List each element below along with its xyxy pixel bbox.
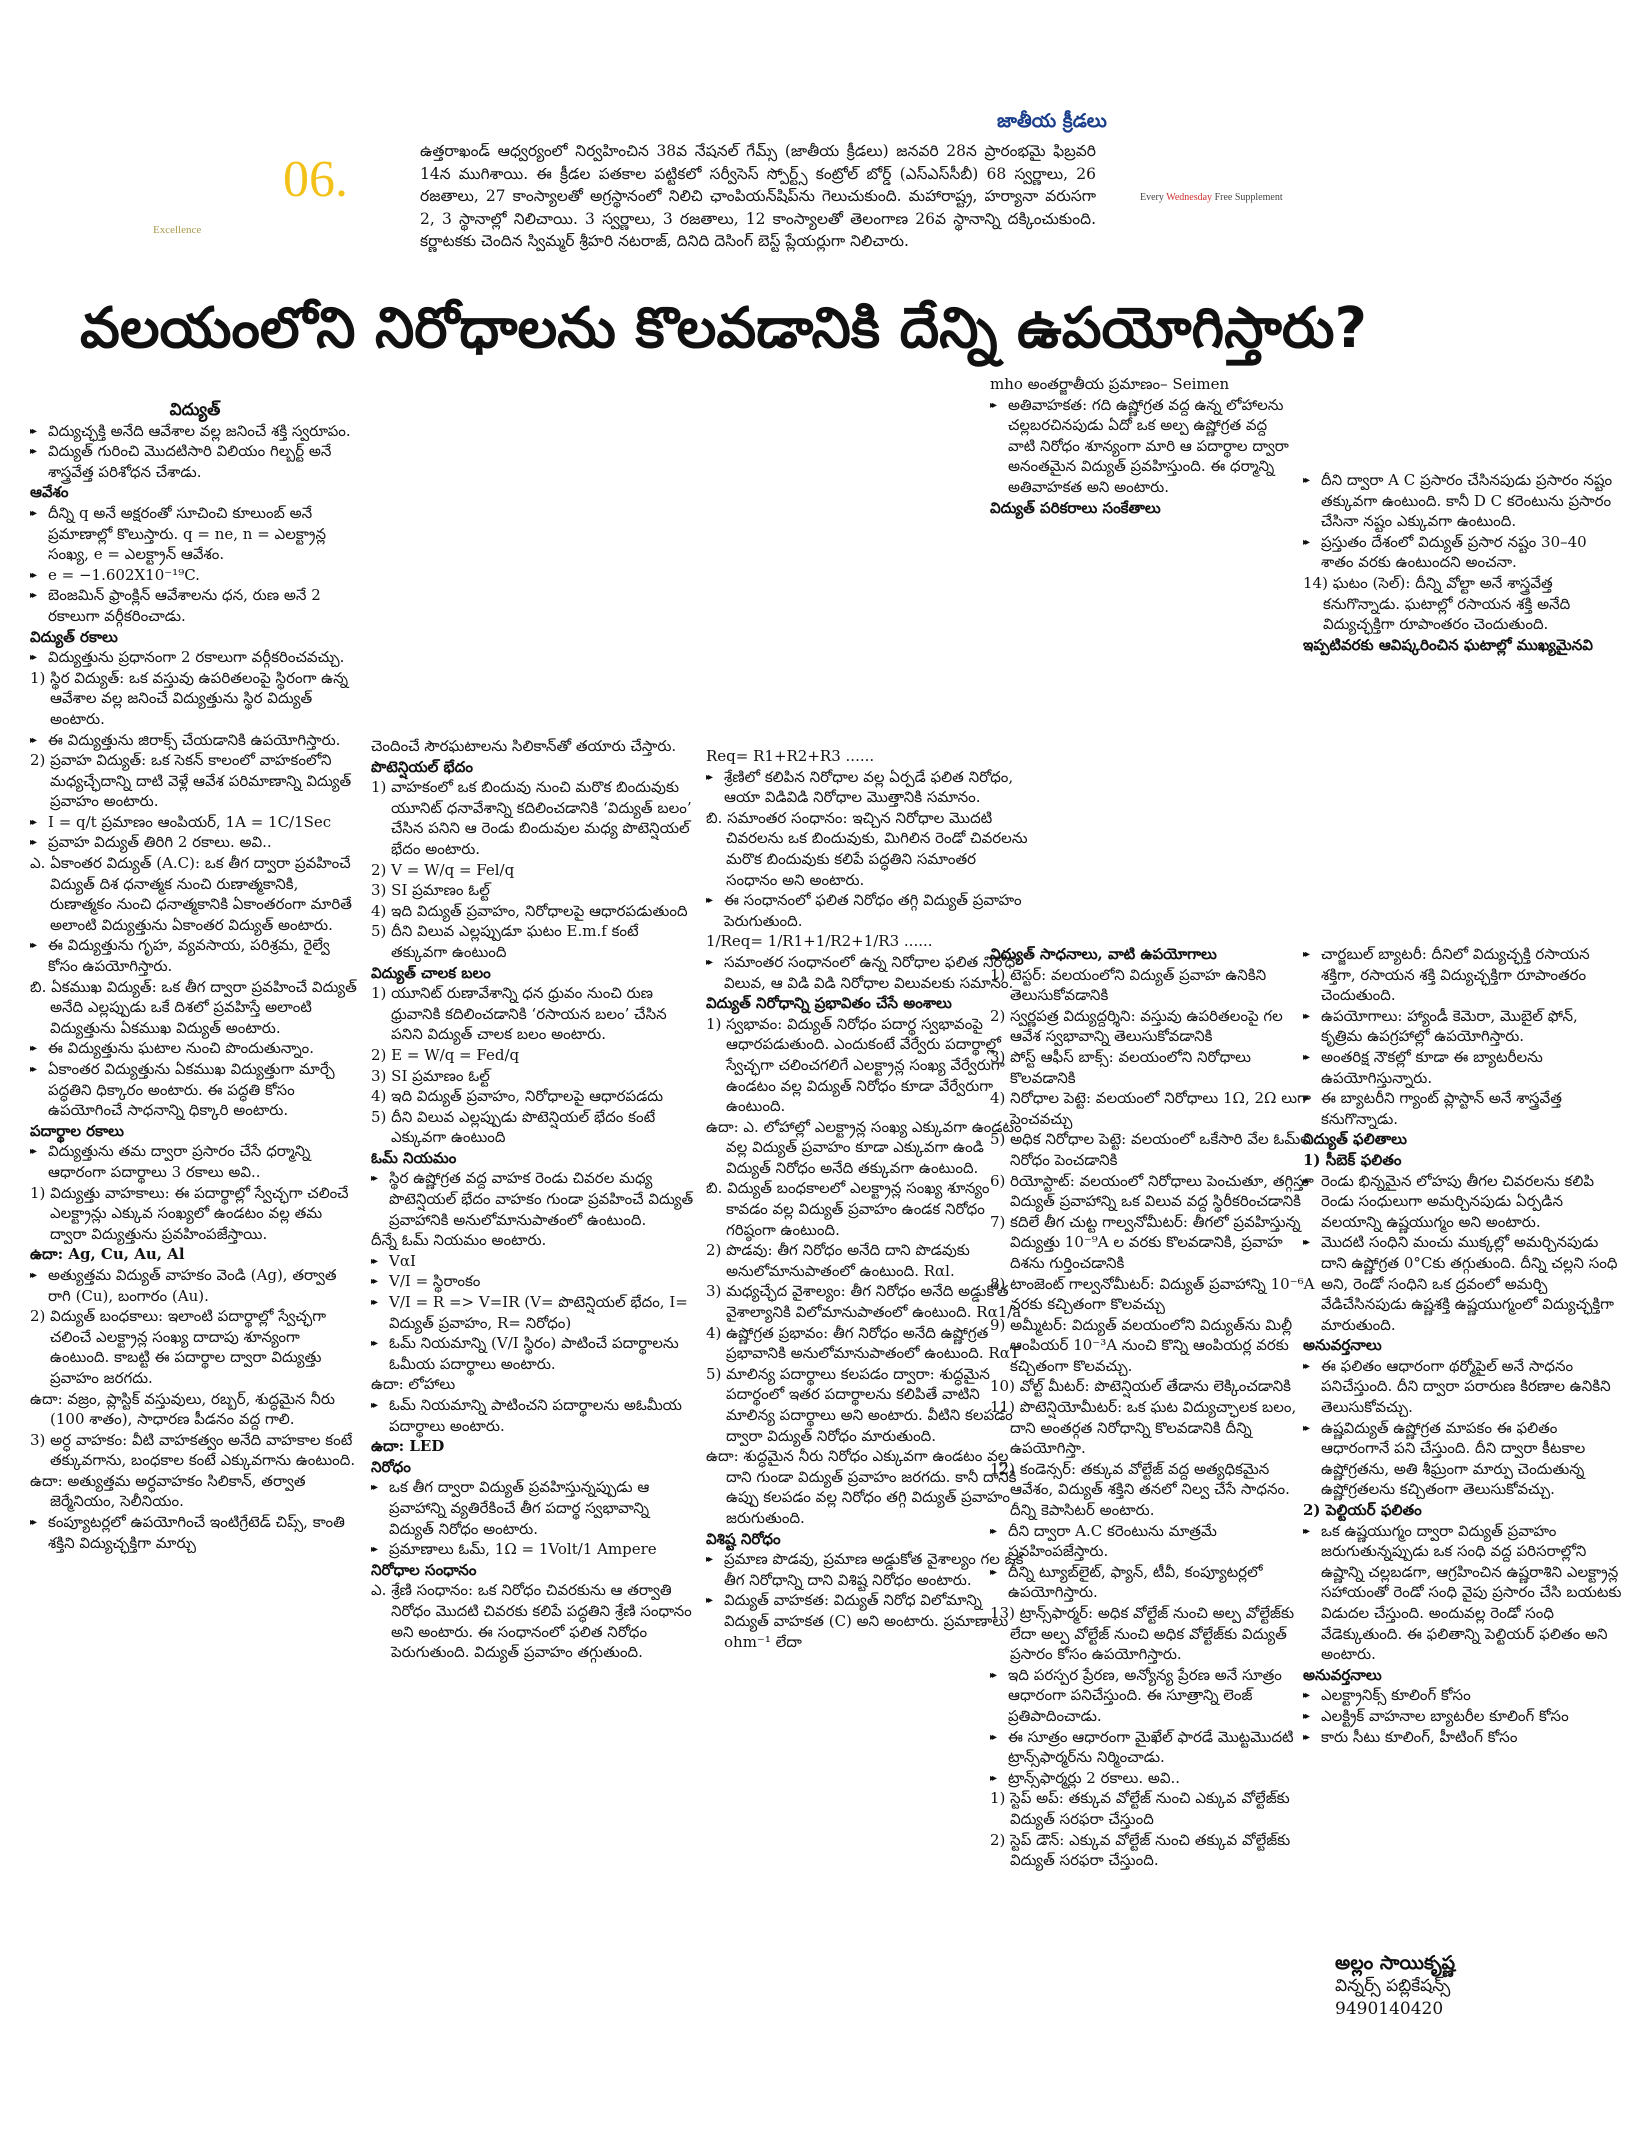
column-2 [371, 736, 696, 1663]
paragraph: ▸▸ I = q/t ప్రమాణం ఆంపియర్‌, 1A = 1C/1Sec [30, 812, 360, 833]
paragraph: 5) అధిక నిరోధాల పెట్టె: వలయంలో ఒకేసారి వేల ఓమ్‌ల నిరోధం పెంచడానికి [990, 1130, 1311, 1169]
column-3 [706, 746, 1031, 1652]
paragraph: ▸▸ ఈ విద్యుత్తును జిరాక్స్‌ చేయడానికి ఉపయోగిస్తారు. [30, 730, 360, 751]
paragraph: ▸▸ స్థిర ఉష్ణోగ్రత వద్ద వాహక రెండు చివరల మధ్య పొటెన్షియల్‌ భేదం వాహకం గుండా ప్రవహించే విద్యుత్‌ ప్రవాహానికి అనులోమానుపాతంలో ఉంటుంది. [371, 1168, 696, 1230]
section-heading: అనువర్తనాలు [1303, 1336, 1382, 1355]
paragraph: ▸▸ V/I = R => V=IR (V= పొటెన్షియల్‌ భేదం, I= విద్యుత్‌ ప్రవాహం, R= నిరోధం) [371, 1292, 696, 1333]
paragraph: 1) టెస్టర్‌: వలయంలోని విద్యుత్‌ ప్రవాహ ఉనికిని తెలుసుకోవడానికి [990, 965, 1267, 1005]
paragraph: ▸▸ ఉష్ణవిద్యుత్‌ ఉష్ణోగ్రత మాపకం ఈ ఫలితం ఆధారంగానే పని చేస్తుంది. దీని ద్వారా కీటకాల ఉష్ణోగ్రతను, అతి శీఘ్రంగా మార్పు చెందుతున్న ఉష్ణోగ్రతలను కచ్చితంగా తెలుసుకోవచ్చు. [1303, 1418, 1623, 1500]
news-heading: జాతీయ క్రీడలు [997, 110, 1107, 132]
column-5 [1303, 944, 1623, 1747]
paragraph: 5) మాలిన్య పదార్థాలు కలపడం ద్వారా: శుద్ధమైన పదార్థంలో ఇతర పదార్థాలను కలిపితే వాటిని మాలిన్య పదార్థాలు అని అంటారు. వీటిని కలపడం ద్వారా విద్యుత్‌ నిరోధం మారుతుంది. [706, 1364, 1013, 1445]
paragraph: 14) ఘటం (సెల్‌): దీన్ని వోల్టా అనే శాస్త్రవేత్త కనుగొన్నాడు. ఘటాల్లో రసాయన శక్తి అనేది విద్యుచ్ఛక్తిగా రూపాంతరం చెందుతుంది. [1303, 573, 1571, 634]
page-number: 06. [283, 151, 348, 208]
section-heading: పదార్థాల రకాలు [30, 1121, 124, 1140]
section-heading: నిరోధాల సంధానం [371, 1560, 477, 1579]
paragraph: ▸▸ విద్యుత్‌ వాహకత: విద్యుత్‌ నిరోధ విలోమాన్ని విద్యుత్‌ వాహకత (C) అని అంటారు. ప్రమాణాలు ohm⁻¹ లేదా [706, 1590, 1031, 1652]
paragraph: 4) ఇది విద్యుత్‌ ప్రవాహం, నిరోధాలపై ఆధారపడదు [371, 1087, 664, 1106]
paragraph: 12) కండెన్సర్‌: తక్కువ వోల్టేజ్‌ వద్ద అత్యధికమైన ఆవేశం, విద్యుత్‌ శక్తిని తనలో నిల్వ చేసే సాధనం. దీన్ని కెపాసిటర్‌ అంటారు. [990, 1459, 1290, 1520]
paragraph: 1) యూనిట్‌ రుణావేశాన్ని ధన ధ్రువం నుంచి రుణ ధ్రువానికి కదిలించడానికి ‘రసాయన బలం’ చేసిన పనిని విద్యుత్‌ చాలక బలం అంటారు. [371, 984, 667, 1044]
paragraph: ఉదా: వజ్రం, ప్లాస్టిక్‌ వస్తువులు, రబ్బర్‌, శుద్ధమైన నీరు (100 శాతం), సాధారణ పీడనం వద్ద గాలి. [30, 1389, 335, 1429]
paragraph: ▸▸ ఏకాంతర విద్యుత్తును ఏకముఖ విద్యుత్తుగా మార్చే పద్ధతిని ధిక్కారం అంటారు. ఈ పద్ధతి కోసం ఉపయోగించే సాధనాన్ని ధిక్కారి అంటారు. [30, 1059, 360, 1121]
author-name: అల్లం సాయికృష్ణ [1335, 1952, 1456, 1974]
paragraph: ▸▸ అతివాహకత: గది ఉష్ణోగ్రత వద్ద ఉన్న లోహాలను చల్లబరచినపుడు ఏదో ఒక అల్ప ఉష్ణోగ్రత వద్ద వాటి నిరోధం శూన్యంగా మారి ఆ పదార్థాల ద్వారా అనంతమైన విద్యుత్‌ ప్రవహిస్తుంది. ఈ ధర్మాన్ని అతివాహకత అని అంటారు. [990, 395, 1290, 498]
paragraph: ▸▸ ఎలక్ట్రానిక్స్‌ కూలింగ్‌ కోసం [1303, 1685, 1623, 1706]
paragraph: 6) రియోస్టాట్‌: వలయంలో నిరోధాలు పెంచుతూ, తగ్గిస్తూ విద్యుత్‌ ప్రవాహాన్ని ఒక విలువ వద్ద స్థిరీకరించడానికి [990, 1171, 1314, 1211]
paragraph: ▸▸ చార్జబుల్‌ బ్యాటరీ: దీనిలో విద్యుచ్ఛక్తి రసాయన శక్తిగా, రసాయన శక్తి విద్యుచ్ఛక్తిగా రూపాంతరం చెందుతుంది. [1303, 944, 1623, 1006]
paragraph: 9) అమ్మీటర్‌: విద్యుత్‌ వలయంలోని విద్యుత్‌ను మిల్లీ ఆంపియర్‌ 10⁻³A నుంచి కొన్ని ఆంపియర్ల వరకు కచ్చితంగా కొలవచ్చు. [990, 1315, 1293, 1375]
paragraph: దీన్నే ఓమ్‌ నియమం అంటారు. [371, 1231, 547, 1250]
paragraph: ▸▸ ఓమ్‌ నియమాన్ని (V/I స్థిరం) పాటించే పదార్థాలను ఓమీయ పదార్థాలు అంటారు. [371, 1333, 696, 1374]
column-4-top [990, 374, 1290, 518]
section-heading: ఉదా: LED [371, 1437, 445, 1456]
paragraph: ▸▸ దీని ద్వారా A.C కరెంటును మాత్రమే ప్రవహింపజేస్తారు. [990, 1521, 1315, 1562]
paragraph: ▸▸ ఒక ఉష్ణయుగ్మం ద్వారా విద్యుత్‌ ప్రవాహం జరుగుతున్నప్పుడు ఒక సంధి వద్ద పరిసరాల్లోని ఉష్ణాన్ని చల్లబడగా, ఆగ్రహించిన ఉష్ణరాశిని ఎలక్ట్రాన్ల సహాయంతో రెండో సంధి వైపు ప్రసారం చేసి బయటకు విడుదల చేస్తుంది. అందువల్ల రెండో సంధి వేడెక్కుతుంది. ఈ ఫలితాన్ని పెల్టియర్‌ ఫలితం అని అంటారు. [1303, 1521, 1623, 1665]
paragraph: 1) స్వభావం: విద్యుత్‌ నిరోధం పదార్థ స్వభావంపై ఆధారపడుతుంది. ఎందుకంటే వేర్వేరు పదార్థాల్లో స్వేచ్ఛగా చలించగలిగే ఎలక్ట్రాన్ల సంఖ్య వేర్వేరుగా ఉండటం వల్ల విద్యుత్‌ నిరోధం కూడా వేర్వేరుగా ఉంటుంది. [706, 1014, 1005, 1116]
paragraph: ▸▸ ప్రమాణాలు ఓమ్‌, 1Ω = 1Volt/1 Ampere [371, 1539, 696, 1560]
section-heading: విద్యుత్‌ సాధనాలు, వాటి ఉపయోగాలు [990, 945, 1217, 963]
paragraph: ▸▸ దీన్ని q అనే అక్షరంతో సూచించి కూలుంబ్‌ అనే ప్రమాణాల్లో కొలుస్తారు. q = ne, n = ఎలక్ట్రాన్ల సంఖ్య, e = ఎలక్ట్రాన్‌ ఆవేశం. [30, 503, 360, 565]
section-heading: అనువర్తనాలు [1303, 1665, 1382, 1684]
brand-label: Excellence [153, 224, 202, 236]
section-heading: నిరోధం [371, 1457, 411, 1476]
paragraph: 1) స్టెప్‌ అప్‌: తక్కువ వోల్టేజ్‌ నుంచి ఎక్కువ వోల్టేజ్‌కు విద్యుత్‌ సరఫరా చేస్తుంది [990, 1789, 1290, 1828]
paragraph: ఉదా: ఎ. లోహాల్లో ఎలక్ట్రాన్ల సంఖ్య ఎక్కువగా ఉండటం వల్ల విద్యుత్‌ ప్రవాహం కూడా ఎక్కువగా ఉండి విద్యుత్‌ నిరోధం అనేది తక్కువగా ఉంటుంది. [706, 1117, 1022, 1177]
paragraph: 3) అర్ధ వాహకం: వీటి వాహకత్వం అనేది వాహకాల కంటే తక్కువగాను, బంధకాల కంటే ఎక్కువగాను ఉంటుంది. [30, 1430, 356, 1470]
paragraph: 1) స్థిర విద్యుత్‌: ఒక వస్తువు ఉపరితలంపై స్థిరంగా ఉన్న ఆవేశాల వల్ల జనించే విద్యుత్తును స్థిర విద్యుత్‌ అంటారు. [30, 668, 349, 728]
paragraph: ▸▸ V/I = స్థిరాంకం [371, 1271, 696, 1292]
paragraph: ▸▸ మొదటి సంధిని మంచు ముక్కల్లో అమర్చినపుడు దాని ఉష్ణోగ్రత 0°Cకు తగ్గుతుంది. దీన్ని చల్లని సంధి అని, రెండో సంధిని ఒక ద్రవంలో అమర్చి వేడిచేసినపుడు ఉష్ణశక్తి ఉష్ణయుగ్మంలో విద్యుచ్ఛక్తిగా మారుతుంది. [1303, 1232, 1623, 1335]
paragraph: ▸▸ దీన్ని ట్యూబ్‌లైట్‌, ఫ్యాన్‌, టీవీ, కంప్యూటర్లలో ఉపయోగిస్తారు. [990, 1562, 1315, 1603]
section-heading: 2) పెల్టియర్‌ ఫలితం [1303, 1501, 1422, 1520]
paragraph: ▸▸ విద్యుత్తును ప్రధానంగా 2 రకాలుగా వర్గీకరించవచ్చు. [30, 647, 360, 668]
paragraph: ▸▸ ప్రస్తుతం దేశంలో విద్యుత్‌ ప్రసార నష్టం 30–40 శాతం వరకు ఉంటుందని అంచనా. [1303, 532, 1623, 573]
paragraph: ▸▸ దీని ద్వారా A C ప్రసారం చేసినపుడు ప్రసారం నష్టం తక్కువగా ఉంటుంది. కానీ D C కరెంటును ప్రసారం చేసినా నష్టం ఎక్కువగా ఉంటుంది. [1303, 470, 1623, 532]
paragraph: ఉదా: అత్యుత్తమ అర్ధవాహకం సిలికాన్‌, తర్వాత జెర్మేనియం, సెలీనియం. [30, 1471, 306, 1511]
supplement-day: Wednesday [1166, 192, 1213, 203]
section-heading: ఆవేశం [30, 483, 69, 502]
paragraph: mho అంతర్జాతీయ ప్రమాణం– Seimen [990, 375, 1230, 393]
paragraph: ▸▸ అంతరిక్ష నౌకల్లో కూడా ఈ బ్యాటరీలను ఉపయోగిస్తున్నారు. [1303, 1047, 1623, 1088]
paragraph: ఎ. ఏకాంతర విద్యుత్‌ (A.C): ఒక తీగ ద్వారా ప్రవహించే విద్యుత్‌ దిశ ధనాత్మక నుంచి రుణాత్మకానికి, రుణాత్మకం నుంచి ధనాత్మకానికి ఏకాంతరంగా మారితే అలాంటి విద్యుత్తును ఏకాంతర విద్యుత్‌ అంటారు. [30, 854, 352, 934]
paragraph: 4) ఉష్ణోగ్రత ప్రభావం: తీగ నిరోధం అనేది ఉష్ణోగ్రత ప్రభావానికి అనులోమానుపాతంలో ఉంటుంది. RαT [706, 1323, 1020, 1363]
paragraph: ▸▸ e = −1.602X10⁻¹⁹C. [30, 565, 360, 586]
paragraph: 2) స్టెప్‌ డౌన్‌: ఎక్కువ వోల్టేజ్‌ నుంచి తక్కువ వోల్టేజ్‌కు విద్యుత్‌ సరఫరా చేస్తుంది. [990, 1830, 1291, 1870]
paragraph: ▸▸ ఈ సూత్రం ఆధారంగా మైఖేల్‌ ఫారడే మొట్టమొదటి ట్రాన్స్‌ఫార్మర్‌ను నిర్మించాడు. [990, 1727, 1315, 1768]
supplement-note [1140, 192, 1283, 203]
supplement-post: Free Supplement [1212, 192, 1283, 203]
column-4 [990, 944, 1315, 1871]
paragraph: ▸▸ బెంజమిన్‌ ఫ్రాంక్లిన్‌ ఆవేశాలను ధన, రుణ అనే 2 రకాలుగా వర్గీకరించాడు. [30, 585, 360, 626]
section-heading: విశిష్ట నిరోధం [706, 1529, 781, 1548]
paragraph: Req= R1+R2+R3 ...... [706, 747, 875, 765]
paragraph: ▸▸ ప్రమాణ పొడవు, ప్రమాణ అడ్డుకోత వైశాల్యం గల ఒక తీగ నిరోధాన్ని దాని విశిష్ట నిరోధం అంటారు. [706, 1549, 1031, 1590]
paragraph: 7) కదిలే తీగ చుట్ట గాల్వనోమీటర్‌: తీగలో ప్రవహిస్తున్న విద్యుత్తు 10⁻⁹A ల వరకు కొలవడానికి, ప్రవాహ దిశను గుర్తించడానికి [990, 1212, 1301, 1272]
section-heading: ఓమ్‌ నియమం [371, 1148, 457, 1167]
paragraph: 13) ట్రాన్స్‌ఫార్మర్‌: అధిక వోల్టేజ్‌ నుంచి అల్ప వోల్టేజ్‌కు లేదా అల్ప వోల్టేజ్‌ నుంచి అధిక వోల్టేజ్‌కు విద్యుత్‌ ప్రసారం కోసం ఉపయోగిస్తారు. [990, 1604, 1295, 1664]
paragraph: 2) V = W/q = Fel/q [371, 860, 515, 879]
column-5-top [1303, 470, 1623, 655]
paragraph: 1) వాహకంలో ఒక బిందువు నుంచి మరొక బిందువుకు యూనిట్‌ ధనావేశాన్ని కదిలించడానికి ‘విద్యుత్‌ బలం’ చేసిన పనిని ఆ రెండు బిందువుల మధ్య పొటెన్షియల్‌ భేదం అంటారు. [371, 778, 692, 858]
paragraph: 8) టాంజెంట్‌ గాల్వనోమీటర్‌: విద్యుత్‌ ప్రవాహాన్ని 10⁻⁶A వరకు కచ్చితంగా కొలవచ్చు [990, 1274, 1315, 1314]
paragraph: బి. సమాంతర సంధానం: ఇచ్చిన నిరోధాల మొదటి చివరలను ఒక బిందువుకు, మిగిలిన రెండో చివరలను మరొక బిందువుకు కలిపే పద్ధతిని సమాంతర సంధానం అని అంటారు. [706, 808, 1028, 889]
section-heading: విద్యుత్‌ ఫలితాలు [1303, 1130, 1407, 1149]
paragraph: ▸▸ ఎలక్ట్రిక్‌ వాహనాల బ్యాటరీల కూలింగ్‌ కోసం [1303, 1706, 1623, 1727]
paragraph: ▸▸ ఒక తీగ ద్వారా విద్యుత్‌ ప్రవహిస్తున్నప్పుడు ఆ ప్రవాహాన్ని వ్యతిరేకించే తీగ పదార్థ స్వభావాన్ని విద్యుత్‌ నిరోధం అంటారు. [371, 1477, 696, 1539]
paragraph: 4) నిరోధాల పెట్టె: వలయంలో నిరోధాలు 1Ω, 2Ω లుగా పెంచవచ్చు [990, 1089, 1311, 1128]
paragraph: ▸▸ రెండు భిన్నమైన లోహపు తీగల చివరలను కలిపి రెండు సంధులుగా అమర్చినపుడు ఏర్పడిన వలయాన్ని ఉష్ణయుగ్మం అని అంటారు. [1303, 1171, 1623, 1233]
section-heading: విద్యుత్‌ పరికరాలు సంకేతాలు [990, 498, 1161, 517]
paragraph: ▸▸ విద్యుత్తును తమ ద్వారా ప్రసారం చేసే ధర్మాన్ని ఆధారంగా పదార్థాలు 3 రకాలు అవి.. [30, 1141, 360, 1182]
paragraph: ▸▸ ఓమ్‌ నియమాన్ని పాటించని పదార్థాలను అఓమీయ పదార్థాలు అంటారు. [371, 1395, 696, 1436]
paragraph: 3) SI ప్రమాణం ఓల్ట్‌ [371, 881, 490, 900]
paragraph: ▸▸ ఉపయోగాలు: హ్యాండీ కెమెరా, మొబైల్‌ ఫోన్‌, కృత్రిమ ఉపగ్రహాల్లో ఉపయోగిస్తారు. [1303, 1006, 1623, 1047]
paragraph: ఎ. శ్రేణి సంధానం: ఒక నిరోధం చివరకును ఆ తర్వాతి నిరోధం మొదటి చివరకు కలిపే పద్ధతిని శ్రేణి సంధానం అని అంటారు. ఈ సంధానంలో ఫలిత నిరోధం పెరుగుతుంది. విద్యుత్‌ ప్రవాహం తగ్గుతుంది. [371, 1581, 692, 1662]
author-phone: 9490140420 [1335, 1999, 1444, 2019]
paragraph: 2) ప్రవాహ విద్యుత్‌: ఒక సెకన్‌ కాలంలో వాహకంలోని మధ్యచ్ఛేదాన్ని దాటి వెళ్లే ఆవేశ పరిమాణాన్ని విద్యుత్‌ ప్రవాహం అంటారు. [30, 751, 352, 811]
paragraph: ▸▸ కారు సీటు కూలింగ్‌, హీటింగ్‌ కోసం [1303, 1727, 1623, 1748]
paragraph: ▸▸ శ్రేణిలో కలిపిన నిరోధాల వల్ల ఏర్పడే ఫలిత నిరోధం, ఆయా విడివిడి నిరోధాల మొత్తానికి సమానం. [706, 767, 1031, 808]
paragraph: 11) పొటెన్షియోమీటర్‌: ఒక ఘట విద్యుచ్ఛాలక బలం, దాని అంతర్గత నిరోధాన్ని కొలవడానికి దీన్ని ఉపయోగిస్తా. [990, 1398, 1297, 1458]
paragraph: 5) దీని విలువ ఎల్లప్పుడూ ఘటం E.m.f కంటే తక్కువగా ఉంటుంది [371, 922, 639, 961]
author-publisher: విన్నర్స్‌ పబ్లికేషన్స్‌ [1335, 1976, 1451, 1996]
section-heading: విద్యుత్‌ [169, 400, 221, 420]
paragraph: ▸▸ కంప్యూటర్లలో ఉపయోగించే ఇంటిగ్రేటెడ్‌ చిప్స్‌, కాంతి శక్తిని విద్యుచ్ఛక్తిగా మార్చు [30, 1512, 360, 1553]
paragraph: 2) విద్యుత్‌ బంధకాలు: ఇలాంటి పదార్థాల్లో స్వేచ్ఛగా చలించే ఎలక్ట్రాన్ల సంఖ్య దాదాపు శూన్యంగా ఉంటుంది. కాబట్టి ఈ పదార్థాల ద్వారా విద్యుత్తు ప్రవాహం జరగదు. [30, 1307, 327, 1387]
section-heading: 1) సీబెక్‌ ఫలితం [1303, 1150, 1402, 1169]
paragraph: 2) పొడవు: తీగ నిరోధం అనేది దాని పొడవుకు అనులోమానుపాతంలో ఉంటుంది. Rαl. [706, 1241, 970, 1280]
section-heading: విద్యుత్‌ నిరోధాన్ని ప్రభావితం చేసే అంశాలు [706, 994, 952, 1013]
paragraph: ▸▸ ఈ సంధానంలో ఫలిత నిరోధం తగ్గి విద్యుత్‌ ప్రవాహం పెరుగుతుంది. [706, 890, 1031, 931]
paragraph: ▸▸ ఇది పరస్పర ప్రేరణ, అన్యోన్య ప్రేరణ అనే సూత్రం ఆధారంగా పనిచేస్తుంది. ఈ సూత్రాన్ని లెంజ్‌ ప్రతిపాదించాడు. [990, 1665, 1315, 1727]
paragraph: చెందించే సౌరఘటాలను సిలికాన్‌తో తయారు చేస్తారు. [371, 737, 677, 755]
section-heading: విద్యుత్‌ చాలక బలం [371, 963, 491, 982]
paragraph: 3) SI ప్రమాణం ఓల్ట్‌ [371, 1066, 490, 1085]
paragraph: ▸▸ అత్యుత్తమ విద్యుత్‌ వాహకం వెండి (Ag), తర్వాత రాగి (Cu), బంగారం (Au). [30, 1265, 360, 1306]
author-block [1335, 1952, 1455, 2021]
section-heading: విద్యుత్‌ రకాలు [30, 627, 118, 646]
paragraph: ▸▸ ఈ ఫలితం ఆధారంగా థర్మోపైల్‌ అనే సాధనం పనిచేస్తుంది. దీని ద్వారా పరారుణ కిరణాల ఉనికిని తెలుసుకోవచ్చు. [1303, 1356, 1623, 1418]
paragraph: ▸▸ ఈ బ్యాటరీని గ్యాంట్‌ ప్లాస్టాన్‌ అనే శాస్త్రవేత్త కనుగొన్నాడు. [1303, 1088, 1623, 1129]
column-1 [30, 400, 360, 1553]
paragraph: ▸▸ విద్యుచ్ఛక్తి అనేది ఆవేశాల వల్ల జనించే శక్తి స్వరూపం. [30, 421, 360, 442]
paragraph: ఉదా: శుద్ధమైన నీరు నిరోధం ఎక్కువగా ఉండటం వల్ల దాని గుండా విద్యుత్‌ ప్రవాహం జరగదు. కానీ దానికి ఉప్పు కలపడం వల్ల నిరోధం తగ్గి విద్యుత్‌ ప్రవాహం జరుగుతుంది. [706, 1447, 1017, 1527]
section-heading: పొటెన్షియల్‌ భేదం [371, 757, 473, 776]
paragraph: 10) వోల్ట్‌ మీటర్‌: పొటెన్షియల్‌ తేడాను లెక్కించడానికి [990, 1377, 1291, 1396]
paragraph: 2) E = W/q = Fed/q [371, 1045, 520, 1064]
section-heading: ఇప్పటివరకు ఆవిష్కరించిన ఘటాల్లో ముఖ్యమైనవి [1303, 635, 1593, 654]
headline: వలయంలోని నిరోధాలను కొలవడానికి దేన్ని ఉపయోగిస్తారు? [80, 296, 1367, 361]
paragraph: బి. విద్యుత్‌ బంధకాలలో ఎలక్ట్రాన్ల సంఖ్య శూన్యం కావడం వల్ల విద్యుత్‌ ప్రవాహం ఉండక నిరోధం గరిష్ఠంగా ఉంటుంది. [706, 1179, 990, 1239]
paragraph: ▸▸ ఈ విద్యుత్తును గృహ, వ్యవసాయ, పరిశ్రమ, రైల్వే కోసం ఉపయోగిస్తారు. [30, 935, 360, 976]
paragraph: ▸▸ విద్యుత్‌ గురించి మొదటిసారి విలియం గిల్బర్ట్‌ అనే శాస్త్రవేత్త పరిశోధన చేశాడు. [30, 441, 360, 482]
paragraph: ▸▸ ఈ విద్యుత్తును ఘటాల నుంచి పొందుతున్నాం. [30, 1038, 360, 1059]
paragraph: ఉదా: లోహాలు [371, 1375, 456, 1394]
paragraph: ▸▸ VαI [371, 1251, 696, 1272]
paragraph: ▸▸ ట్రాన్స్‌ఫార్మర్లు 2 రకాలు. అవి.. [990, 1768, 1315, 1789]
paragraph: 3) పోస్ట్‌ ఆఫీస్‌ బాక్స్‌: వలయంలోని నిరోధాలు కొలవడానికి [990, 1047, 1251, 1087]
paragraph: బి. ఏకముఖ విద్యుత్‌: ఒక తీగ ద్వారా ప్రవహించే విద్యుత్‌ అనేది ఎల్లప్పుడు ఒకే దిశలో ప్రవహిస్తే అలాంటి విద్యుత్తును ఏకముఖ విద్యుత్‌ అంటారు. [30, 977, 357, 1037]
section-heading: ఉదా: Ag, Cu, Au, Al [30, 1245, 185, 1264]
paragraph: 1) విద్యుత్తు వాహకాలు: ఈ పదార్థాల్లో స్వేచ్ఛగా చలించే ఎలక్ట్రాన్లు ఎక్కువ సంఖ్యలో ఉండటం వల్ల తమ ద్వారా విద్యుత్తును ప్రవహింపజేస్తాయి. [30, 1183, 349, 1243]
paragraph: 5) దీని విలువ ఎల్లప్పుడు పొటెన్షియల్‌ భేదం కంటే ఎక్కువగా ఉంటుంది [371, 1107, 656, 1147]
paragraph: ▸▸ ప్రవాహ విద్యుత్‌ తిరిగి 2 రకాలు. అవి.. [30, 832, 360, 853]
supplement-pre: Every [1140, 192, 1167, 203]
paragraph: 1/Req= 1/R1+1/R2+1/R3 ...... [706, 932, 933, 951]
paragraph: 3) మధ్యచ్ఛేద వైశాల్యం: తీగ నిరోధం అనేది అడ్డుకోత వైశాల్యానికి విలోమానుపాతంలో ఉంటుంది. Rα1/a [706, 1282, 1022, 1322]
paragraph: 2) స్వర్ణపత్ర విద్యుద్దర్శిని: వస్తువు ఉపరితలంపై గల ఆవేశ స్వభావాన్ని తెలుసుకోవడానికి [990, 1006, 1283, 1046]
paragraph: ▸▸ సమాంతర సంధానంలో ఉన్న నిరోధాల ఫలిత నిరోధ విలువ, ఆ విడి విడి నిరోధాల విలువలకు సమానం. [706, 952, 1031, 993]
news-body: ఉత్తరాఖండ్‌ ఆధ్వర్యంలో నిర్వహించిన 38వ నేషనల్‌ గేమ్స్‌ (జాతీయ క్రీడలు) జనవరి 28న ప్రారంభమై ఫిబ్రవరి 14న ముగిశాయి. ఈ క్రీడల పతకాల పట్టికలో సర్వీసెస్‌ స్పోర్ట్స్‌ కంట్రోల్‌ బోర్డ్‌ (ఎస్‌ఎస్‌సీబీ) 68 స్వర్ణాలు, 26 రజతాలు, 27 కాంస్యాలతో అగ్రస్థానంలో నిలిచి ఛాంపియన్‌షిప్‌ను గెలుచుకుంది. మహారాష్ట్ర, హర్యానా వరుసగా 2, 3 స్థానాల్లో నిలిచాయి. 3 స్వర్ణాలు, 3 రజతాలు, 12 కాంస్యాలతో తెలంగాణ 26వ స్థానాన్ని దక్కించుకుంది. కర్ణాటకకు చెందిన స్విమ్మర్‌ శ్రీహరి నటరాజ్‌, దినిది దెసింగ్‌ బెస్ట్‌ ప్లేయర్లుగా నిలిచారు. [420, 142, 1096, 250]
paragraph: 4) ఇది విద్యుత్‌ ప్రవాహం, నిరోధాలపై ఆధారపడుతుంది [371, 901, 688, 920]
